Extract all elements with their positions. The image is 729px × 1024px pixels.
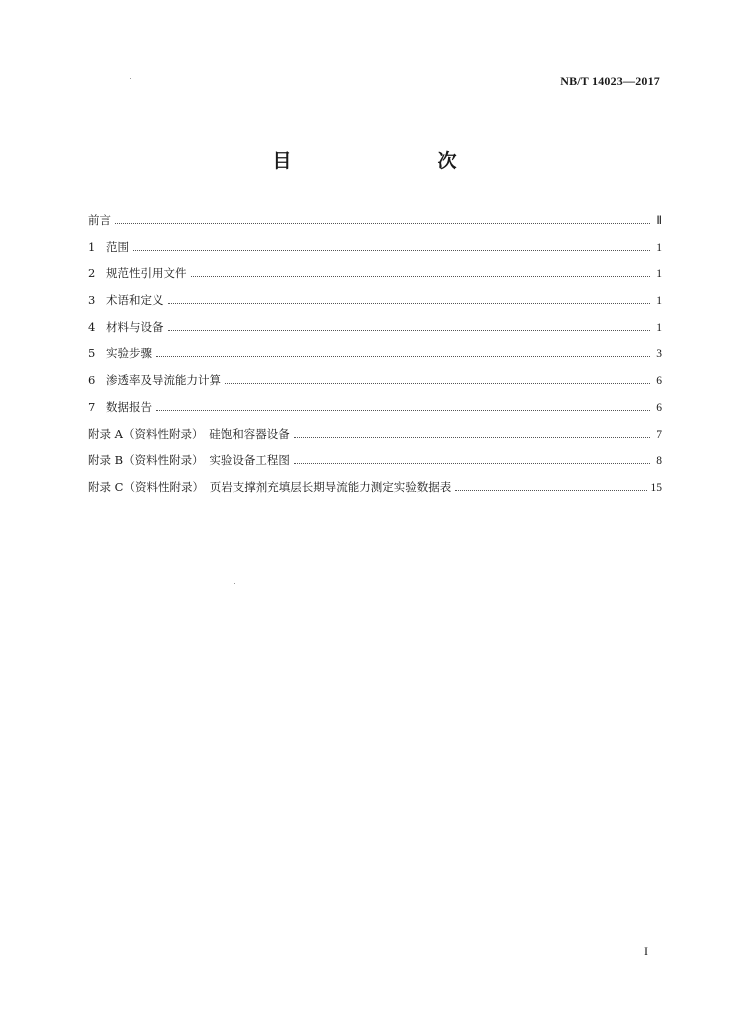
dot-leader — [156, 410, 650, 411]
toc-entry-page: 3 — [656, 348, 662, 361]
toc-entry-page: 8 — [656, 455, 662, 468]
toc-entry-7[interactable] — [88, 399, 662, 426]
toc-entry-page: 7 — [656, 428, 662, 441]
toc-entry-appendix-b[interactable] — [88, 452, 662, 479]
toc-entry-appendix-a[interactable] — [88, 426, 662, 453]
toc-entry-page: 15 — [650, 481, 662, 494]
toc-entry-page: 1 — [656, 295, 662, 308]
toc-entry-number: 7 — [88, 399, 96, 414]
dot-leader — [168, 330, 651, 331]
toc-entry-number: 5 — [88, 346, 96, 361]
toc-entry-label: 数据报告 — [106, 399, 152, 414]
toc-entry-label: 规范性引用文件 — [106, 266, 187, 281]
toc-entry-page: 1 — [656, 241, 662, 254]
page-title: 目 次 — [272, 150, 493, 172]
toc-entry-5[interactable] — [88, 345, 662, 372]
dot-leader — [115, 223, 650, 224]
toc-entry-label: 附录 A（资料性附录） 硅饱和容器设备 — [88, 426, 290, 441]
toc-entry-number: 2 — [88, 266, 96, 281]
toc-entry-label: 材料与设备 — [106, 319, 164, 334]
toc-entry-label: 附录 C（资料性附录） 页岩支撑剂充填层长期导流能力测定实验数据表 — [88, 479, 452, 494]
toc-entry-page: 6 — [656, 375, 662, 388]
toc-entry-2[interactable] — [88, 265, 662, 292]
toc-entry-page: 6 — [656, 401, 662, 414]
toc-entry-label: 实验步骤 — [106, 346, 152, 361]
toc-entry-foreword[interactable] — [88, 212, 662, 239]
toc-entry-number: 6 — [88, 373, 96, 388]
toc-entry-page: 1 — [656, 268, 662, 281]
table-of-contents — [88, 212, 662, 506]
toc-entry-label: 前言 — [88, 213, 111, 227]
dot-leader — [294, 437, 650, 438]
toc-entry-label: 范围 — [106, 239, 129, 254]
toc-entry-number: 1 — [88, 239, 96, 254]
toc-entry-number: 3 — [88, 293, 96, 308]
toc-entry-1[interactable] — [88, 239, 662, 266]
toc-entry-page: Ⅱ — [656, 215, 662, 227]
toc-entry-number: 4 — [88, 319, 96, 334]
toc-entry-appendix-c[interactable] — [88, 479, 662, 506]
toc-entry-page: 1 — [656, 321, 662, 334]
toc-entry-4[interactable] — [88, 319, 662, 346]
page-number: I — [644, 944, 648, 958]
dot-leader — [133, 250, 650, 251]
scan-speck — [130, 78, 131, 79]
standard-code: NB/T 14023—2017 — [560, 74, 660, 88]
toc-entry-label: 附录 B（资料性附录） 实验设备工程图 — [88, 453, 290, 468]
dot-leader — [294, 463, 650, 464]
dot-leader — [156, 356, 650, 357]
scan-speck — [234, 583, 235, 584]
dot-leader — [225, 383, 650, 384]
dot-leader — [191, 276, 651, 277]
toc-entry-label: 渗透率及导流能力计算 — [106, 373, 221, 388]
toc-entry-6[interactable] — [88, 372, 662, 399]
toc-entry-3[interactable] — [88, 292, 662, 319]
dot-leader — [455, 490, 646, 491]
dot-leader — [168, 303, 651, 304]
toc-entry-label: 术语和定义 — [106, 293, 164, 308]
